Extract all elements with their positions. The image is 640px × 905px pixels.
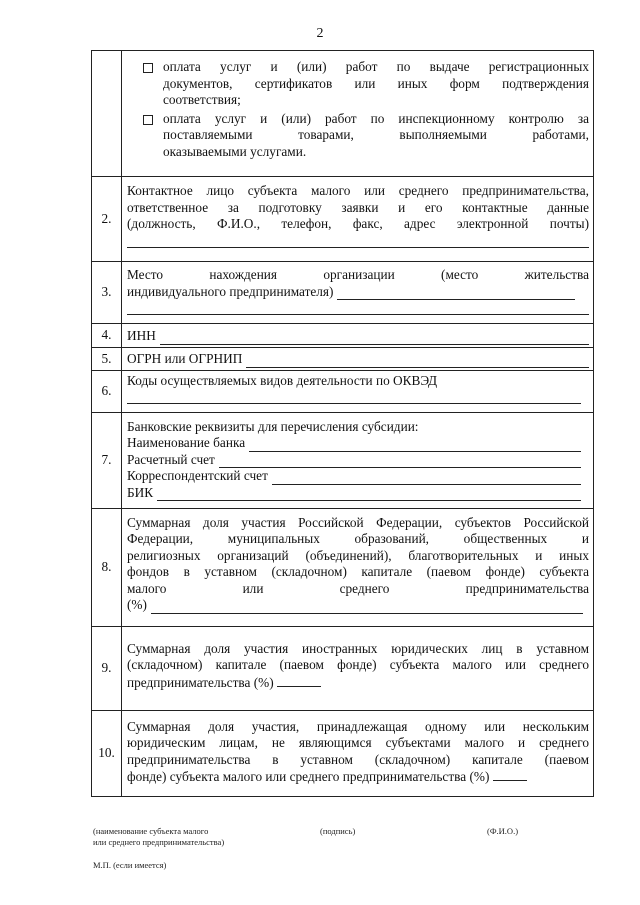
bik-input-line[interactable] — [157, 487, 581, 501]
ogrn-label: ОГРН или ОГРНИП — [127, 351, 243, 366]
inn-label: ИНН — [127, 328, 156, 343]
row-number-cell: 2. — [92, 177, 122, 262]
inn-input-line[interactable] — [160, 331, 589, 345]
table-row — [92, 348, 594, 371]
table-row — [92, 370, 594, 412]
table-row — [92, 710, 594, 796]
table-row — [92, 626, 594, 710]
legal-entities-share-input-line[interactable] — [493, 768, 527, 781]
okved-label: Коды осуществляемых видов деятельности по ОКВЭД — [127, 372, 438, 388]
row-number-cell: 10. — [92, 710, 122, 796]
fio-caption: (Ф.И.О.) — [487, 826, 519, 836]
row-content: Банковские реквизиты для перечисления субсидии: Наименование банка Расчетный счет Корреспондентский счет БИК — [122, 412, 594, 508]
bank-details-heading: Банковские реквизиты для перечисления субсидии: — [127, 418, 419, 434]
row-content — [122, 348, 594, 371]
account-input-line[interactable] — [219, 454, 581, 468]
table-row — [92, 412, 594, 508]
stamp-caption: М.П. (если имеется) — [93, 860, 167, 870]
row-number-cell: 3. — [92, 262, 122, 324]
org-name-caption: (наименование субъекта малого или среднего предпринимательства) — [93, 826, 225, 847]
row-content: Место нахождения организации (место жительства индивидуального предпринимателя) — [122, 262, 594, 324]
row-content: Контактное лицо субъекта малого или среднего предпринимательства, ответственное за подготовку заявки и его контактные данные (должность, Ф.И.О., телефон, факс, адрес электронной почты) — [122, 177, 594, 262]
row-content — [122, 370, 594, 412]
checkbox-icon[interactable] — [143, 115, 153, 125]
table-row — [92, 508, 594, 626]
page-number: 2 — [316, 26, 324, 41]
contact-person-input-line[interactable] — [127, 233, 589, 248]
table-row — [92, 324, 594, 348]
row-content: Суммарная доля участия, принадлежащая одному или нескольким юридическим лицам, не являющимся субъектами малого и среднего предпринимательства в уставном (складочном) капитале (паевом фонде) субъекта малого или среднего предпринимательства (%) — [122, 710, 594, 796]
address-input-line-2[interactable] — [127, 300, 589, 315]
row-number-cell: 7. — [92, 412, 122, 508]
foreign-share-input-line[interactable] — [277, 674, 321, 687]
row-content: Суммарная доля участия Российской Федерации, субъектов Российской Федерации, муниципальных образований, общественных и религиозных организаций (объединений), благотворительных и иных фондов в уставном (складочном) капитале (паевом фонде) субъекта малого или среднего предпринимательства (%) — [122, 508, 594, 626]
bank-name-input-line[interactable] — [249, 438, 581, 452]
row-number-cell: 6. — [92, 370, 122, 412]
checkbox-item-registration: оплата услуг и (или) работ по выдаче регистрационных документов, сертификатов или иных форм подтверждения соответствия; — [127, 59, 589, 109]
address-input-line[interactable] — [337, 286, 575, 300]
row-content: Суммарная доля участия иностранных юридических лиц в уставном (складочном) капитале (паевом фонде) субъекта малого или среднего предпринимательства (%) — [122, 626, 594, 710]
state-share-input-line[interactable] — [151, 600, 583, 614]
row-content — [122, 324, 594, 348]
table-row — [92, 51, 594, 177]
checkbox-item-inspection: оплата услуг и (или) работ по инспекционному контролю за поставляемыми товарами, выполняемыми работами, оказываемыми услугами. — [127, 111, 589, 161]
checkbox-icon[interactable] — [143, 63, 153, 73]
row-content — [122, 51, 594, 177]
row-number-cell — [92, 51, 122, 177]
table-row — [92, 177, 594, 262]
signature-caption: (подпись) — [320, 826, 356, 836]
row-number-cell: 4. — [92, 324, 122, 348]
row-number-cell: 9. — [92, 626, 122, 710]
row-number-cell: 5. — [92, 348, 122, 371]
okved-input-line[interactable] — [127, 389, 581, 404]
application-form-table — [91, 50, 594, 797]
corr-account-input-line[interactable] — [272, 471, 581, 485]
row-number-cell: 8. — [92, 508, 122, 626]
ogrn-input-line[interactable] — [246, 354, 589, 368]
table-row — [92, 262, 594, 324]
